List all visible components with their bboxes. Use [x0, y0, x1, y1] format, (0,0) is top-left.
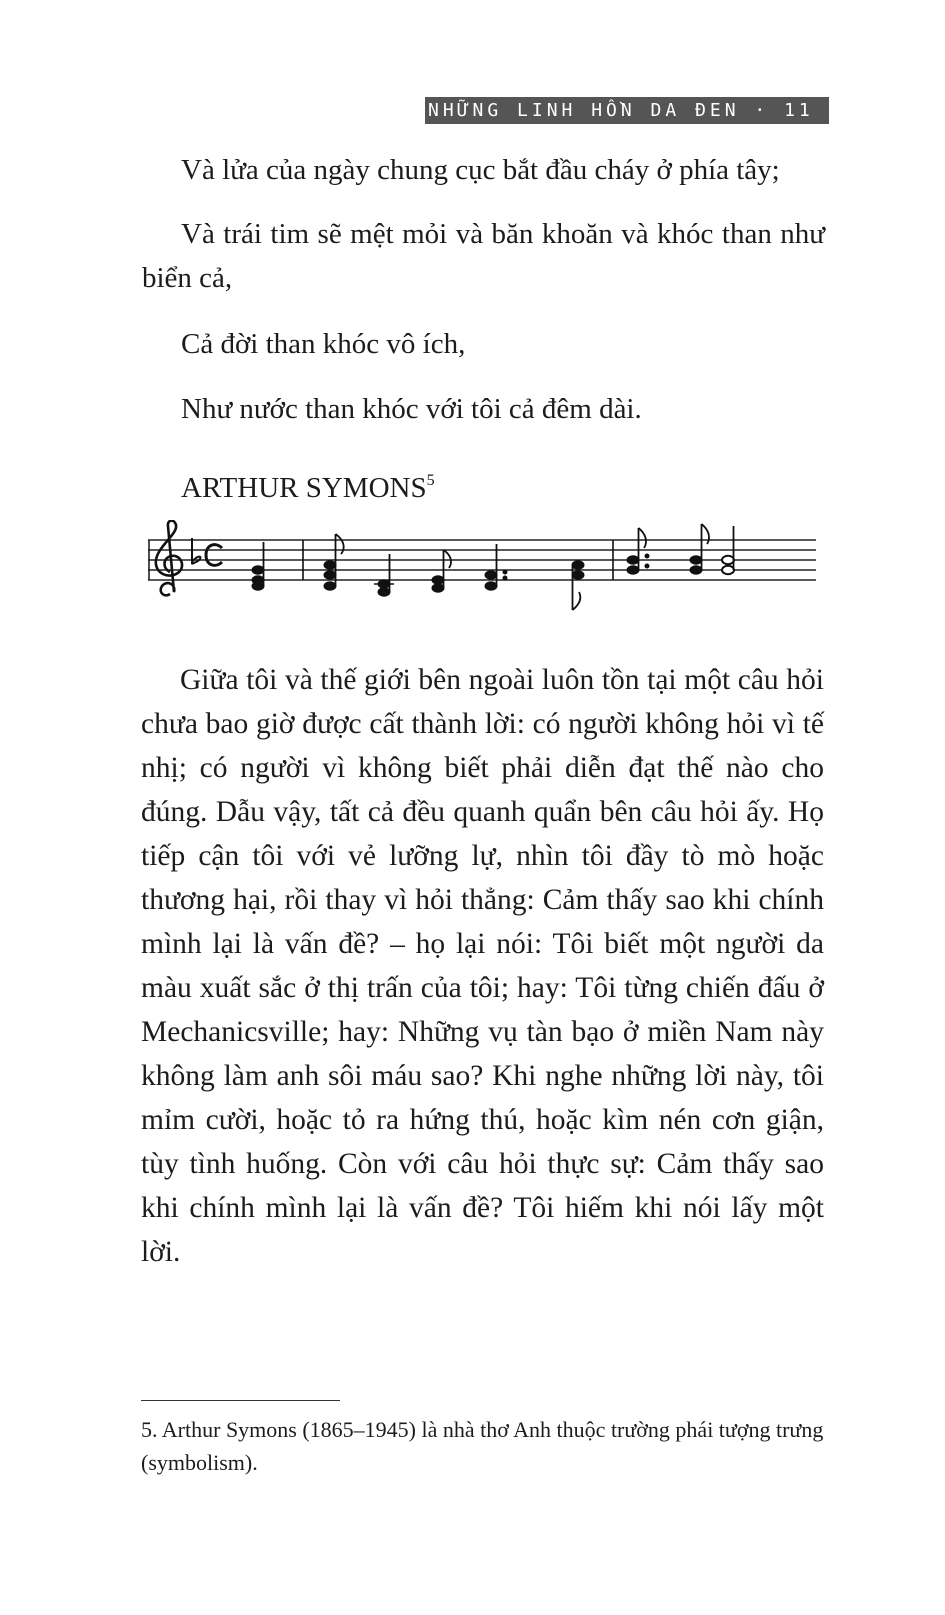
chord-2 [324, 534, 344, 590]
verse-line-2: Và trái tim sẽ mệt mỏi và băn khoăn và khóc than như biển cả, [142, 218, 825, 294]
verse-line-1: Và lửa của ngày chung cục bắt đầu cháy ở phía tây; [181, 154, 780, 186]
running-header: NHỮNG LINH HỒN DA ĐEN · 11 [425, 97, 829, 124]
chord-4 [432, 550, 451, 592]
common-time-icon [206, 545, 222, 566]
verse-line-3: Cả đời than khóc vô ích, [181, 328, 466, 360]
footnote-reference: 5 [426, 472, 435, 489]
verse-line-4: Như nước than khóc với tôi cả đêm dài. [181, 393, 642, 425]
treble-clef-icon [156, 521, 182, 596]
chord-8 [690, 524, 709, 574]
chord-1 [252, 542, 264, 590]
chord-5 [485, 544, 507, 590]
footnote-5: 5. Arthur Symons (1865–1945) là nhà thơ Anh thuộc trường phái tượng trưng (symbolism). [141, 1417, 824, 1475]
main-paragraph: Giữa tôi và thế giới bên ngoài luôn tồn tại một câu hỏi chưa bao giờ được cất thành lời: có người không hỏi vì tế nhị; có người vì không biết phải diễn đạt thế nào cho đúng. Dẫu vậy, tất cả đều quanh quẩn bên câu hỏi ấy. Họ tiếp cận tôi với vẻ lưỡng lự, nhìn tôi đầy tò mò hoặc thương hại, rồi thay vì hỏi thẳng: Cảm thấy sao khi chính mình lại là vấn đề? – họ lại nói: Tôi biết một người da màu xuất sắc ở thị trấn của tôi; hay: Tôi từng chiến đấu ở Mechanicsville; hay: Những vụ tàn bạo ở miền Nam này không làm anh sôi máu sao? Khi nghe những lời này, tôi mỉm cười, hoặc tỏ ra hứng thú, hoặc kìm nén cơn giận, tùy tình huống. Còn với câu hỏi thực sự: Cảm thấy sao khi chính mình lại là vấn đề? Tôi hiếm khi nói lấy một lời. [141, 664, 824, 1268]
footnote-divider [141, 1400, 340, 1401]
author-attribution [181, 463, 435, 506]
notes [252, 524, 734, 610]
author-name: ARTHUR SYMONS [181, 472, 427, 504]
staff-lines [148, 540, 816, 580]
music-staff-image [148, 520, 818, 615]
chord-7 [627, 528, 649, 574]
chord-6 [572, 561, 584, 610]
